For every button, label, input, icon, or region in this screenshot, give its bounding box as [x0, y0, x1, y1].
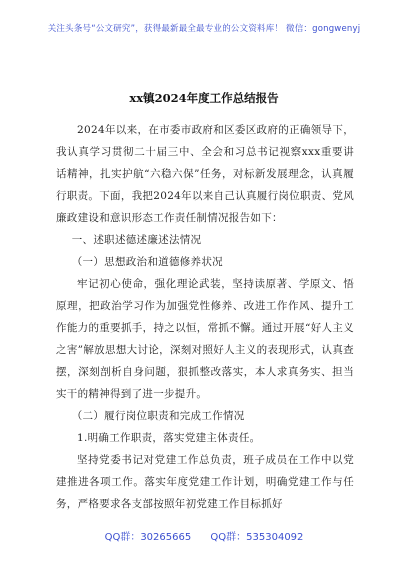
body-paragraph-2: 坚持党委书记对党建工作总负责，班子成员在工作中以党建推进各项工作。落实年度党建工作计划，明确党建工作与任务，严格要求各支部按照年初党建工作目标抓好	[56, 454, 354, 510]
document-body	[56, 119, 354, 515]
body-paragraph-1: 牢记初心使命，强化理论武装，坚持读原著、学原文、悟原理，把政治学习作为加强党性修养、改进工作作风、提升工作能力的重要抓手，持之以恒，常抓不懈。通过开展“好人主义之害”解放思想大讨论，深刻对照好人主义的表现形式，认真查摆，深刻剖析自身问题，狠抓整改落实，本人求真务实、担当实干的精神得到了进一步提升。	[56, 278, 354, 400]
intro-paragraph: 2024年以来，在市委市政府和区委区政府的正确领导下，我认真学习贯彻二十届三中、全会和习总书记视察xxx重要讲话精神，扎实护航“六稳六保”任务，对标新发展理念，认真履行职责。下面，我把2024年以来自己认真履行岗位职责、党风廉政建设和意识形态工作责任制情况报告如下：	[56, 124, 354, 224]
footer-qq-group-1: QQ群：30265665	[104, 532, 192, 543]
footer	[0, 528, 408, 543]
document-title: xx镇2024年度工作总结报告	[129, 91, 279, 105]
item-heading-1: 1.明确工作职责，落实党建主体责任。	[77, 432, 261, 444]
footer-qq-group-2: QQ群：535304092	[210, 532, 304, 543]
section-heading-1: 一、述职述德述廉述法情况	[71, 234, 202, 246]
header-note: 关注头条号“公文研究”，获得最新最全最专业的公文资料库！ 微信：gongwenyj	[47, 24, 361, 34]
subsection-heading-1: （一）思想政治和道德修养状况	[71, 256, 223, 268]
subsection-heading-2: （二）履行岗位职责和完成工作情况	[71, 410, 245, 422]
